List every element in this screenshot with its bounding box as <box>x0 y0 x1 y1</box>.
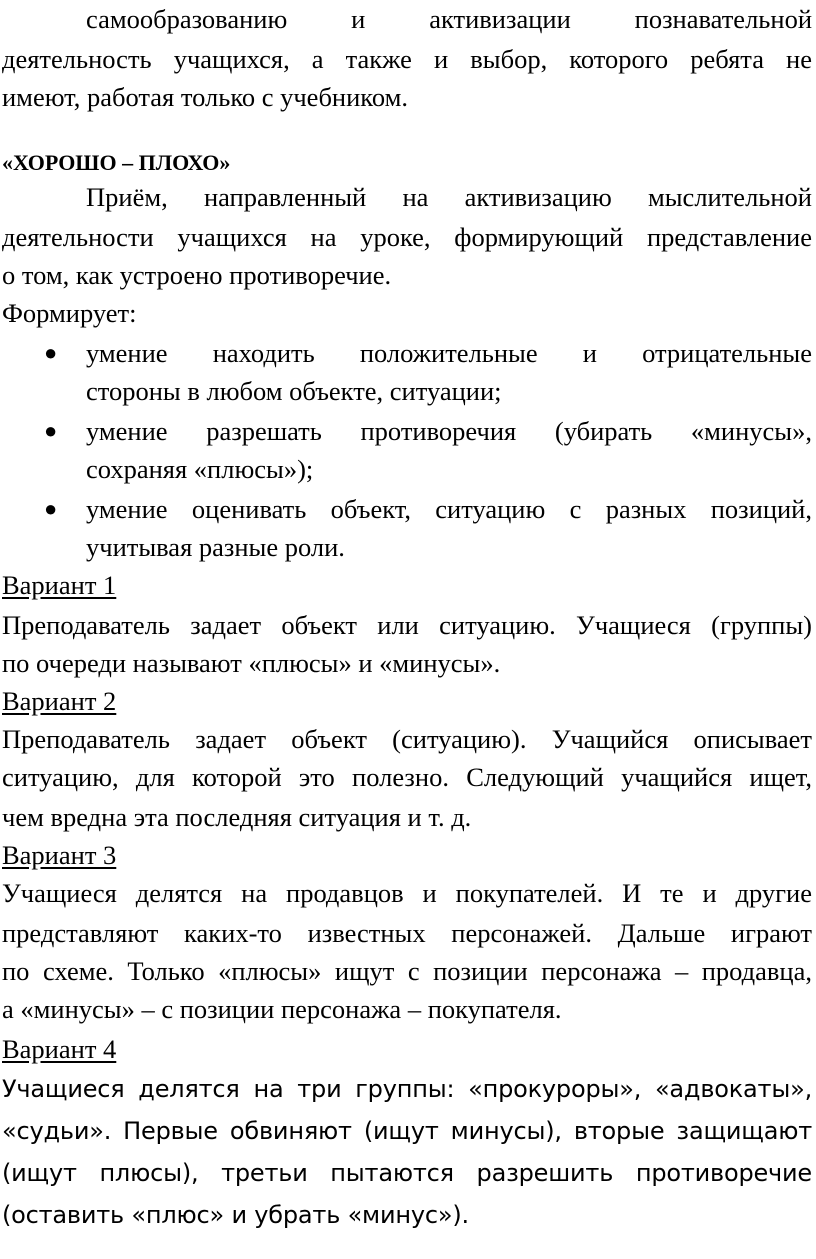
variant-title: Вариант 2 <box>2 686 117 716</box>
section-heading: «ХОРОШО – ПЛОХО» <box>2 150 231 175</box>
variant-text-line: а «минусы» – с позиции персонажа – покупателя. <box>2 994 562 1024</box>
bullet-item-line: умение разрешать противоречия (убирать «минусы», <box>86 416 812 446</box>
bullet-item-line: стороны в любом объекте, ситуации; <box>86 376 502 406</box>
variant-title: Вариант 4 <box>2 1034 117 1064</box>
bullet-item-line: сохраняя «плюсы»); <box>86 454 314 484</box>
variant-text-line: (ищут плюсы), третьи пытаются разрешить противоречие <box>2 1159 812 1187</box>
variant-text-line: представляют каких-то известных персонажей. Дальше играют <box>2 918 812 948</box>
variant-text-line: (оставить «плюс» и убрать «минус»). <box>2 1201 469 1229</box>
bullet-icon: ● <box>44 496 58 521</box>
section-desc-line: о том, как устроено противоречие. <box>2 260 392 290</box>
bullet-item-line: умение оценивать объект, ситуацию с разных позиций, <box>86 494 812 524</box>
bullet-icon: ● <box>44 340 58 365</box>
bullet-item-line: учитывая разные роли. <box>86 532 345 562</box>
variant-text-line: Учащиеся делятся на продавцов и покупателей. И те и другие <box>2 878 812 908</box>
section-desc-line: Приём, направленный на активизацию мыслительной <box>86 182 812 212</box>
variant-text-line: чем вредна эта последняя ситуация и т. д. <box>2 802 472 832</box>
bullet-item-line: умение находить положительные и отрицательные <box>86 338 812 368</box>
section-desc-line: деятельности учащихся на уроке, формирующий представление <box>2 222 812 252</box>
variant-text-line: ситуацию, для которой это полезно. Следующий учащийся ищет, <box>2 762 812 792</box>
variant-text-line: Учащиеся делятся на три группы: «прокуроры», «адвокаты», <box>2 1075 812 1103</box>
variant-text-line: Преподаватель задает объект (ситуацию). Учащийся описывает <box>2 724 812 754</box>
intro-line: имеют, работая только с учебником. <box>2 82 408 112</box>
bullet-icon: ● <box>44 418 58 443</box>
variant-title: Вариант 1 <box>2 570 117 600</box>
variant-text-line: «судьи». Первые обвиняют (ищут минусы), вторые защищают <box>2 1117 812 1145</box>
variant-text-line: Преподаватель задает объект или ситуацию. Учащиеся (группы) <box>2 610 812 640</box>
intro-line: самообразованию и активизации познавательной <box>86 4 812 34</box>
variant-title: Вариант 3 <box>2 840 117 870</box>
variant-text-line: по схеме. Только «плюсы» ищут с позиции персонажа – продавца, <box>2 956 812 986</box>
variant-text-line: по очереди называют «плюсы» и «минусы». <box>2 648 501 678</box>
intro-line: деятельность учащихся, а также и выбор, которого ребята не <box>2 44 812 74</box>
forms-label: Формирует: <box>2 298 137 328</box>
